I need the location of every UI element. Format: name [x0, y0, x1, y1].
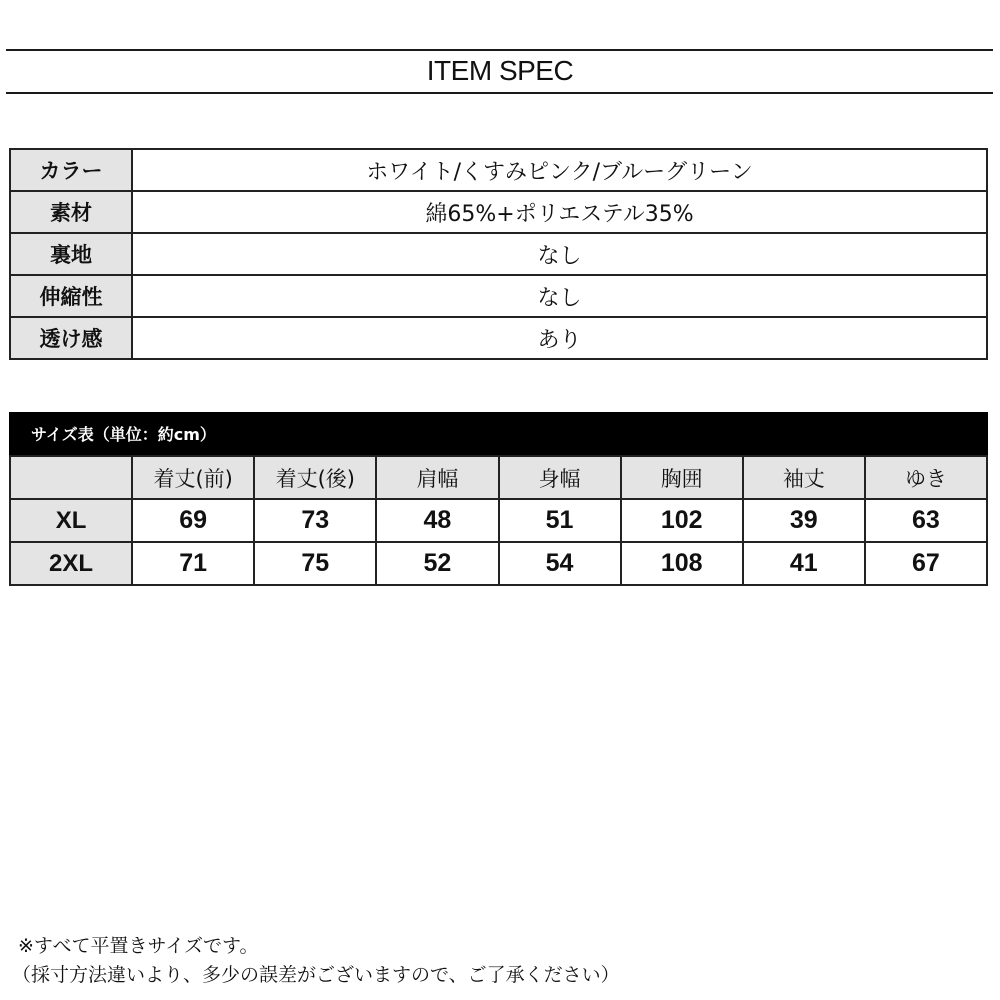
column-header: 肩幅: [376, 456, 498, 499]
size-table: [9, 455, 988, 586]
column-header: 着丈(後): [254, 456, 376, 499]
table-cell: 69: [132, 499, 254, 542]
column-header: 袖丈: [743, 456, 865, 499]
spec-value: あり: [132, 317, 987, 359]
spec-label: 伸縮性: [10, 275, 132, 317]
column-header: ゆき: [865, 456, 987, 499]
spec-label: 透け感: [10, 317, 132, 359]
column-header: 身幅: [499, 456, 621, 499]
table-cell: 102: [621, 499, 743, 542]
spec-row-color: [10, 149, 987, 191]
size-table-header: サイズ表（単位：約cm）: [9, 412, 988, 457]
spec-table: [9, 148, 988, 360]
table-cell: 48: [376, 499, 498, 542]
size-table-column-headers: [10, 456, 987, 499]
note-measurement-tolerance: （採寸方法違いより、多少の誤差がございますので、ご了承ください）: [12, 964, 620, 986]
table-cell: 52: [376, 542, 498, 585]
column-header: 着丈(前): [132, 456, 254, 499]
title-rule-bottom: [6, 92, 993, 94]
spec-row-material: [10, 191, 987, 233]
spec-row-stretch: [10, 275, 987, 317]
table-cell: 67: [865, 542, 987, 585]
note-flat-measurement: ※すべて平置きサイズです。: [18, 935, 259, 957]
spec-value: なし: [132, 233, 987, 275]
spec-value: なし: [132, 275, 987, 317]
table-cell: 54: [499, 542, 621, 585]
size-table-corner: [10, 456, 132, 499]
table-row: [10, 499, 987, 542]
column-header: 胸囲: [621, 456, 743, 499]
spec-row-sheerness: [10, 317, 987, 359]
table-cell: 73: [254, 499, 376, 542]
page-title: ITEM SPEC: [426, 55, 574, 86]
table-row: [10, 542, 987, 585]
table-cell: 75: [254, 542, 376, 585]
spec-row-lining: [10, 233, 987, 275]
table-cell: 41: [743, 542, 865, 585]
table-cell: 39: [743, 499, 865, 542]
size-label: XL: [10, 499, 132, 542]
table-cell: 108: [621, 542, 743, 585]
size-label: 2XL: [10, 542, 132, 585]
spec-label: 素材: [10, 191, 132, 233]
table-cell: 51: [499, 499, 621, 542]
table-cell: 63: [865, 499, 987, 542]
spec-label: カラー: [10, 149, 132, 191]
table-cell: 71: [132, 542, 254, 585]
spec-value: ホワイト/くすみピンク/ブルーグリーン: [132, 149, 987, 191]
spec-label: 裏地: [10, 233, 132, 275]
spec-value: 綿65%+ポリエステル35%: [132, 191, 987, 233]
